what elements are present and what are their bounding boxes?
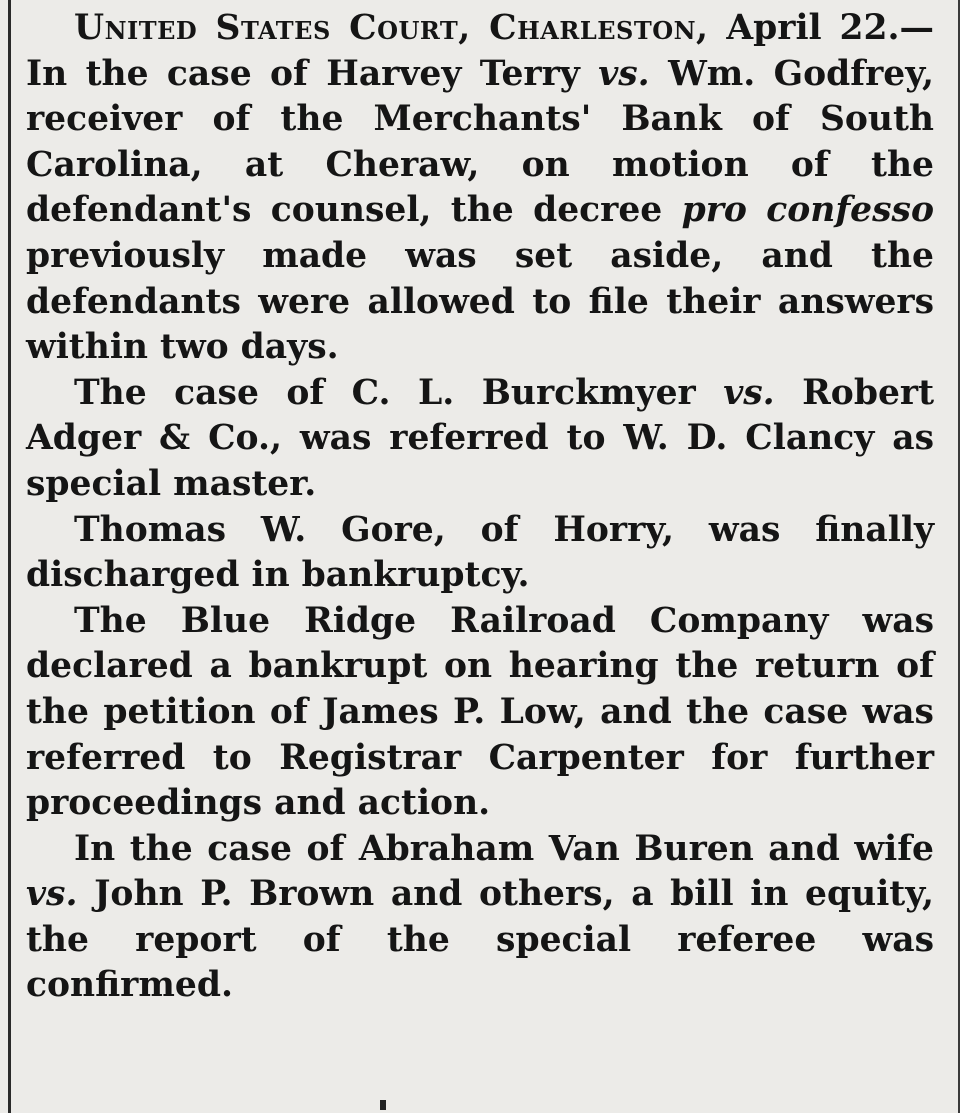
- print-fragment-mark: [380, 1100, 386, 1110]
- p1-latin-phrase: pro confesso: [681, 190, 934, 231]
- p5-text-c: John P. Brown and others, a bill in equity, the report of the special referee was confirmed.: [26, 874, 934, 1006]
- paragraph-blue-ridge-railroad: The Blue Ridge Railroad Company was declared a bankrupt on hearing the return of the petition of James P. Low, and the case was referred to Registrar Carpenter for further proceedings and action.: [26, 600, 934, 824]
- dateline: United States Court, Charleston,: [74, 8, 709, 48]
- p1-versus: vs.: [598, 53, 650, 94]
- p1-text-e: previously made was set aside, and the defendants were allowed to file their answers within two days.: [26, 235, 934, 368]
- p5-text-a: In the case of Abraham Van Buren and wife: [74, 828, 934, 869]
- paragraph-court-dateline: [26, 6, 934, 371]
- p2-versus: vs.: [723, 372, 775, 413]
- p1-text-a: April 22.—In the case of Harvey Terry: [26, 8, 934, 94]
- article-body: [26, 6, 934, 1009]
- p2-text-c: Robert Adger & Co., was referred to W. D. Clancy as special master.: [26, 372, 935, 504]
- p5-versus: vs.: [26, 874, 78, 915]
- column-rule-left: [8, 0, 11, 1113]
- paragraph-burckmyer-case: [26, 371, 934, 508]
- paragraph-van-buren-case: [26, 827, 934, 1009]
- p1-text-c: Wm. Godfrey, receiver of the Merchants' Bank of South Carolina, at Cheraw, on motion of the defendant's counsel, the decree: [26, 53, 935, 231]
- paragraph-gore-discharge: Thomas W. Gore, of Horry, was finally discharged in bankruptcy.: [26, 509, 934, 596]
- p2-text-a: The case of C. L. Burckmyer: [74, 372, 696, 413]
